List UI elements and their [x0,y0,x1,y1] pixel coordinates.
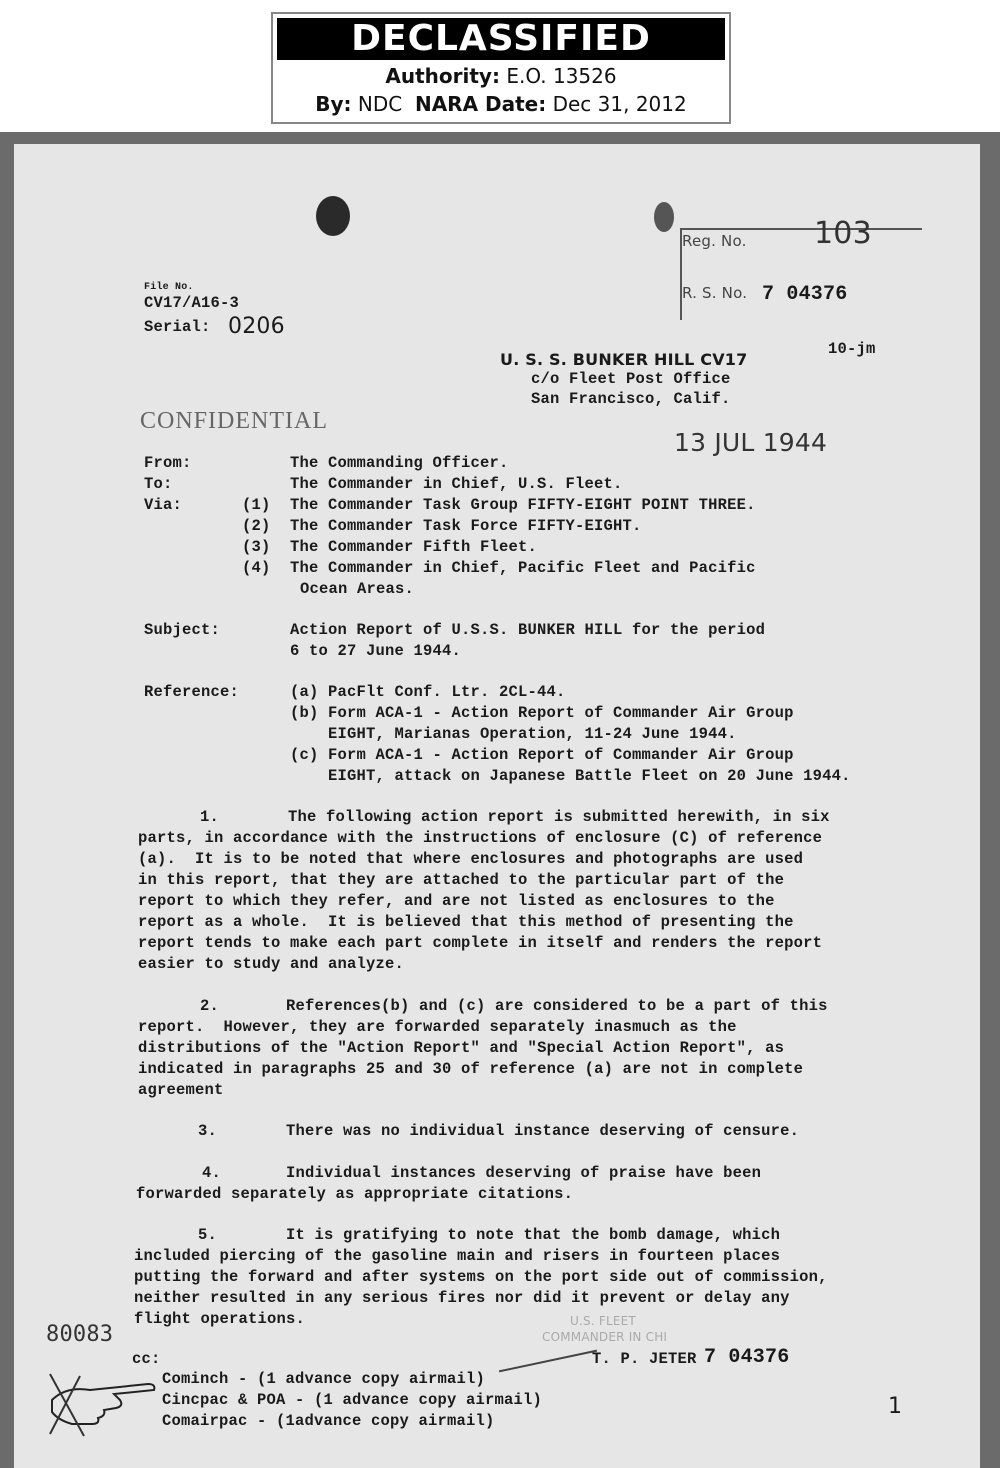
paragraph-line: Individual instances deserving of praise have been [286,1164,762,1182]
document-sheet [14,144,980,1468]
subject-line: 6 to 27 June 1944. [290,642,462,660]
rs-number: 7 04376 [762,283,848,306]
subject-label: Subject: [144,621,221,639]
paragraph-line: There was no individual instance deserving of censure. [286,1122,800,1140]
faint-stamp-line: COMMANDER IN CHI [542,1330,668,1344]
file-no: CV17/A16-3 [144,294,240,312]
rs-label: R. S. No. [682,284,748,302]
pointing-hand-icon [44,1354,164,1438]
paragraph-line: neither resulted in any serious fires nor did it prevent or delay any [134,1289,790,1307]
paragraph-line: report as a whole. It is believed that this method of presenting the [138,913,794,931]
via-num: (2) [242,517,271,535]
stamp-by-label: By: [315,92,352,116]
ship-address-1: c/o Fleet Post Office [531,370,731,388]
paragraph-line: report tends to make each part complete in itself and renders the report [138,934,823,952]
routing-line [499,1350,597,1373]
reference-line: (c) Form ACA-1 - Action Report of Commander Air Group [290,746,794,764]
reference-label: Reference: [144,683,240,701]
signature-number: 7 04376 [704,1346,790,1369]
serial-label: Serial: [144,318,211,336]
stamp-by-value: NDC [357,92,403,116]
via-num: (1) [242,496,271,514]
stamp-date-label: NARA Date: [414,92,547,116]
cc-label: cc: [132,1350,161,1368]
paragraph-line: indicated in paragraphs 25 and 30 of reference (a) are not in complete [138,1060,804,1078]
declassified-stamp [271,12,731,124]
paragraph-line: distributions of the "Action Report" and "Special Action Report", as [138,1039,785,1057]
paragraph-number: 5. [198,1226,218,1244]
paragraph-number: 1. [200,808,220,826]
from-value: The Commanding Officer. [290,454,509,472]
subject-line: Action Report of U.S.S. BUNKER HILL for the period [290,621,766,639]
paragraph-line: putting the forward and after systems on the port side out of commission, [134,1268,828,1286]
paragraph-number: 3. [198,1122,218,1140]
paragraph-line: forwarded separately as appropriate citations. [136,1185,574,1203]
from-label: From: [144,454,192,472]
date-stamp: 13 JUL 1944 [674,428,828,457]
scanned-page-frame [0,132,1000,1468]
page-mark: 1 [888,1394,903,1419]
paragraph-line: It is gratifying to note that the bomb damage, which [286,1226,781,1244]
punch-hole-left [316,196,350,236]
to-label: To: [144,475,173,493]
stamp-title: DECLASSIFIED [277,18,725,60]
via-num: (4) [242,559,271,577]
paragraph-line: report to which they refer, and are not listed as enclosures to the [138,892,775,910]
paragraph-line: References(b) and (c) are considered to be a part of this [286,997,828,1015]
to-value: The Commander in Chief, U.S. Fleet. [290,475,623,493]
via-item: The Commander in Chief, Pacific Fleet and Pacific [290,559,756,577]
stamp-by-line [273,92,729,116]
faint-stamp-line: U.S. FLEET [570,1314,636,1328]
stamp-date-value: Dec 31, 2012 [552,92,687,116]
reference-line: EIGHT, attack on Japanese Battle Fleet on 20 June 1944. [290,767,851,785]
reg-no-value: 103 [814,216,872,251]
ship-name: U. S. S. BUNKER HILL CV17 [500,350,748,369]
via-item: The Commander Fifth Fleet. [290,538,538,556]
file-no-label: File No. [144,282,194,293]
paragraph-line: parts, in accordance with the instructions of enclosure (C) of reference [138,829,823,847]
paragraph-line: flight operations. [134,1310,306,1328]
via-num: (3) [242,538,271,556]
stamp-authority-value: E.O. 13526 [506,64,617,88]
stamp-authority-line [273,64,729,88]
via-label: Via: [144,496,183,514]
paragraph-line: report. However, they are forwarded separately inasmuch as the [138,1018,737,1036]
reference-line: (b) Form ACA-1 - Action Report of Commander Air Group [290,704,794,722]
typist-initials: 10-jm [828,340,876,358]
serial-number: 0206 [228,314,285,339]
paragraph-number: 2. [200,997,220,1015]
via-item: The Commander Task Force FIFTY-EIGHT. [290,517,642,535]
paragraph-line: agreement [138,1081,224,1099]
document-number: 80083 [46,1322,114,1347]
paragraph-line: easier to study and analyze. [138,955,405,973]
stamp-authority-label: Authority: [385,64,500,88]
via-item: The Commander Task Group FIFTY-EIGHT POINT THREE. [290,496,756,514]
punch-hole-right [654,202,674,232]
via-item-continued: Ocean Areas. [300,580,415,598]
paragraph-line: The following action report is submitted herewith, in six [288,808,830,826]
reference-line: (a) PacFlt Conf. Ltr. 2CL-44. [290,683,566,701]
reg-no-label: Reg. No. [682,232,747,250]
classification-stamp: CONFIDENTIAL [140,408,328,434]
cc-item: Comairpac - (1advance copy airmail) [162,1412,495,1430]
paragraph-line: included piercing of the gasoline main and risers in fourteen places [134,1247,781,1265]
cc-item: Cincpac & POA - (1 advance copy airmail) [162,1391,543,1409]
cc-item: Cominch - (1 advance copy airmail) [162,1370,486,1388]
paragraph-number: 4. [202,1164,222,1182]
paragraph-line: (a). It is to be noted that where enclosures and photographs are used [138,850,804,868]
ship-address-2: San Francisco, Calif. [531,390,731,408]
paragraph-line: in this report, that they are attached to the particular part of the [138,871,785,889]
signature-name: T. P. JETER [592,1350,697,1368]
reference-line: EIGHT, Marianas Operation, 11-24 June 1944. [290,725,737,743]
